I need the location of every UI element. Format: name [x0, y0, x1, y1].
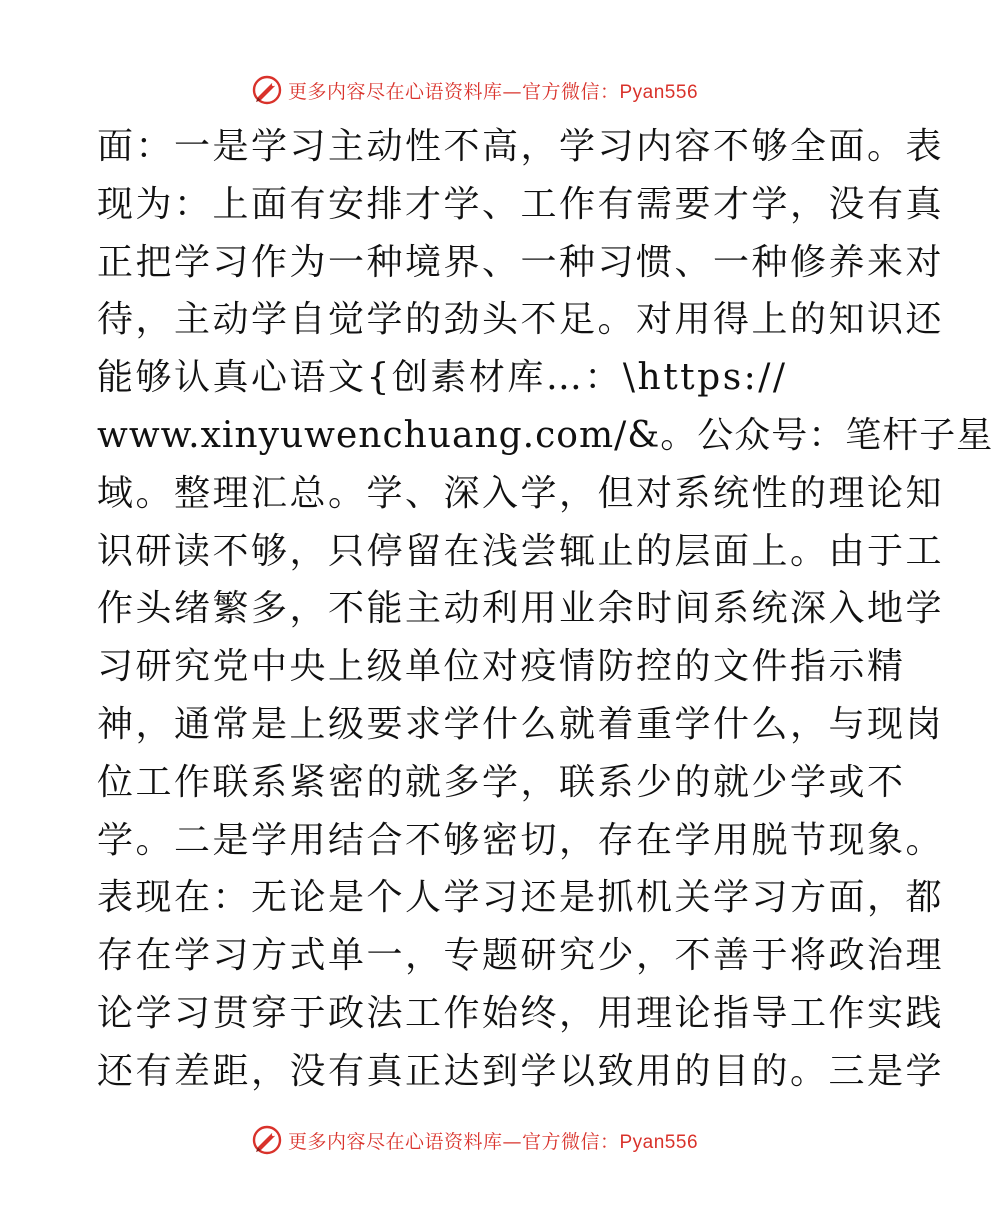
- header-wechat-id: Pyan556: [619, 81, 699, 103]
- footer-banner-title: 更多内容尽在心语资料库: [287, 1130, 503, 1153]
- header-banner: [0, 72, 950, 108]
- footer-wechat-label: 官方微信：: [521, 1130, 620, 1153]
- body-line-url: www.xinyuwenchuang.com/&。公众号：笔杆子星: [97, 414, 993, 456]
- body-line: 识研读不够，只停留在浅尝辄止的层面上。由于工: [97, 530, 945, 572]
- body-line: 作头绪繁多，不能主动利用业余时间系统深入地学: [97, 588, 945, 630]
- body-line: 能够认真心语文{创素材库…：\https://: [97, 357, 788, 399]
- body-line: 位工作联系紧密的就多学，联系少的就少学或不: [97, 761, 906, 803]
- body-line: 存在学习方式单一，专题研究少，不善于将政治理: [97, 935, 945, 977]
- header-wechat-label: 官方微信：: [521, 80, 620, 103]
- body-line: 神，通常是上级要求学什么就着重学什么，与现岗: [97, 703, 945, 745]
- pen-logo-icon: [252, 75, 282, 105]
- footer-banner: [0, 1122, 950, 1158]
- body-line: 域。整理汇总。学、深入学，但对系统性的理论知: [97, 472, 945, 514]
- body-line: 表现在：无论是个人学习还是抓机关学习方面，都: [97, 877, 945, 919]
- body-line: 论学习贯穿于政法工作始终，用理论指导工作实践: [97, 992, 945, 1034]
- body-line: 现为：上面有安排才学、工作有需要才学，没有真: [97, 183, 945, 225]
- body-line: 习研究党中央上级单位对疫情防控的文件指示精: [97, 646, 906, 688]
- body-line: 待，主动学自觉学的劲头不足。对用得上的知识还: [97, 299, 945, 341]
- footer-banner-separator: —: [502, 1130, 522, 1153]
- footer-banner-text: [288, 1127, 698, 1154]
- body-line: 还有差距，没有真正达到学以致用的目的。三是学: [97, 1050, 945, 1092]
- header-banner-title: 更多内容尽在心语资料库: [287, 80, 503, 103]
- document-body: [97, 118, 993, 1101]
- body-line: 学。二是学用结合不够密切，存在学用脱节现象。: [97, 819, 945, 861]
- header-banner-separator: —: [502, 80, 522, 103]
- body-line: 面：一是学习主动性不高，学习内容不够全面。表: [97, 126, 945, 167]
- header-banner-text: [288, 77, 698, 104]
- body-line: 正把学习作为一种境界、一种习惯、一种修养来对: [97, 241, 945, 283]
- footer-wechat-id: Pyan556: [619, 1131, 699, 1153]
- pen-logo-icon: [252, 1125, 282, 1155]
